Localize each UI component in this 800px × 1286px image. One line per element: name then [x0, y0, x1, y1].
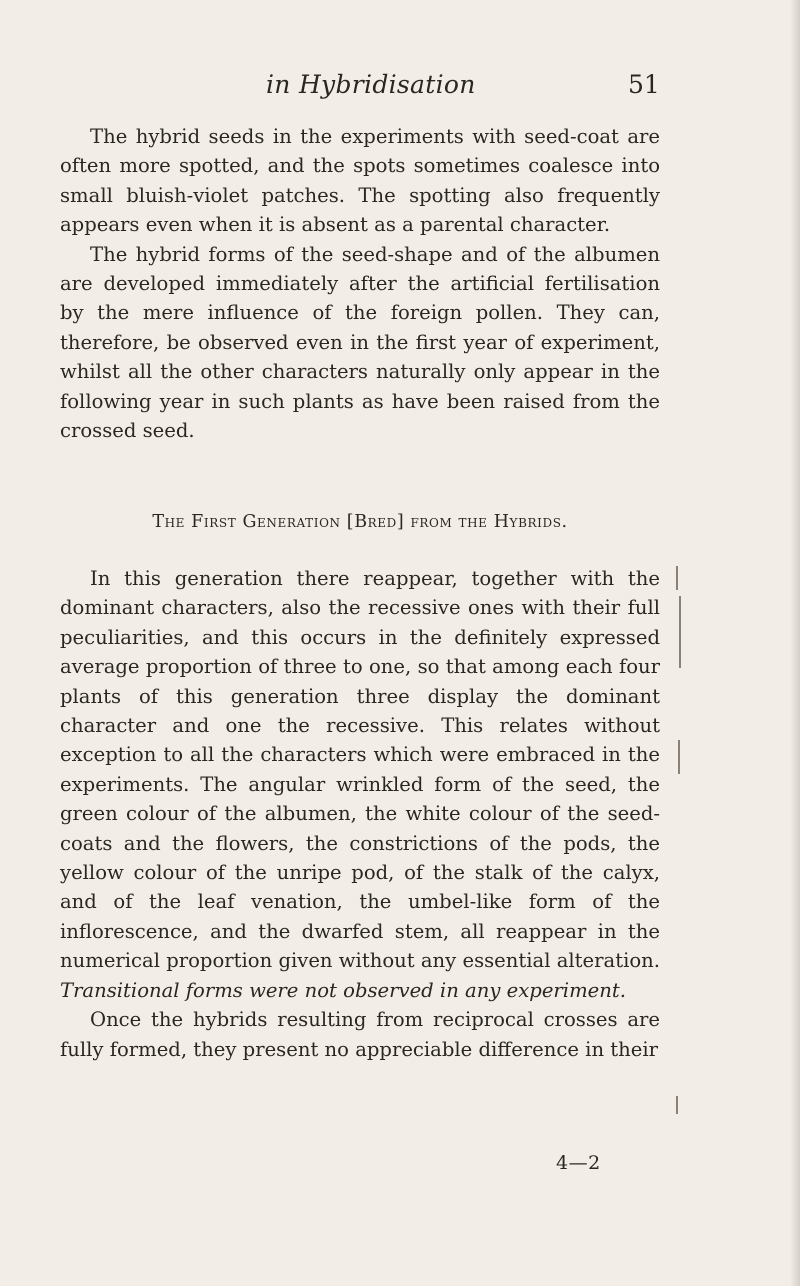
margin-mark	[678, 740, 680, 774]
running-head: in Hybridisation	[266, 70, 476, 99]
body-text-top	[60, 122, 660, 445]
paragraph-text: The hybrid seeds in the experiments with seed-coat are often more spotted, and the spots sometimes coalesce into small bluish-violet patches. The spotting also frequently appears even when it is absent as a parental character.	[60, 125, 660, 237]
margin-mark	[676, 566, 678, 590]
page-number: 51	[628, 70, 660, 99]
margin-mark	[679, 596, 681, 668]
paragraph	[60, 1005, 660, 1064]
page-header	[0, 70, 800, 106]
paragraph-text: Once the hybrids resulting from reciprocal crosses are fully formed, they present no appreciable difference in their	[60, 1008, 660, 1061]
signature-mark: 4—2	[556, 1152, 601, 1174]
page-edge-shadow	[790, 0, 800, 1286]
margin-mark	[676, 1096, 678, 1114]
paragraph	[60, 122, 660, 240]
paragraph	[60, 564, 660, 1005]
paragraph-text: In this generation there reappear, together with the dominant characters, also the recessive ones with their full peculiarities, and this occurs in the definitely expressed average proportion of three to one, so that among each four plants of this generation three display the dominant character and one the recessive. This relates without exception to all the characters which were embraced in the experiments. The angular wrinkled form of the seed, the green colour of the albumen, the white colour of the seed-coats and the flowers, the constrictions of the pods, the yellow colour of the unripe pod, of the stalk of the calyx, and of the leaf venation, the umbel-like form of the inflorescence, and the dwarfed stem, all reappear in the numerical proportion given without any essential alteration.	[60, 567, 660, 973]
paragraph	[60, 240, 660, 446]
body-text-bottom	[60, 564, 660, 1064]
section-heading: The First Generation [Bred] from the Hybrids.	[152, 512, 568, 532]
italic-sentence: Transitional forms were not observed in any experiment.	[60, 978, 626, 1002]
paragraph-text: The hybrid forms of the seed-shape and of the albumen are developed immediately after the artificial fertilisation by the mere influence of the foreign pollen. They can, therefore, be observed even in the first year of experiment, whilst all the other characters naturally only appear in the following year in such plants as have been raised from the crossed seed.	[60, 242, 660, 443]
